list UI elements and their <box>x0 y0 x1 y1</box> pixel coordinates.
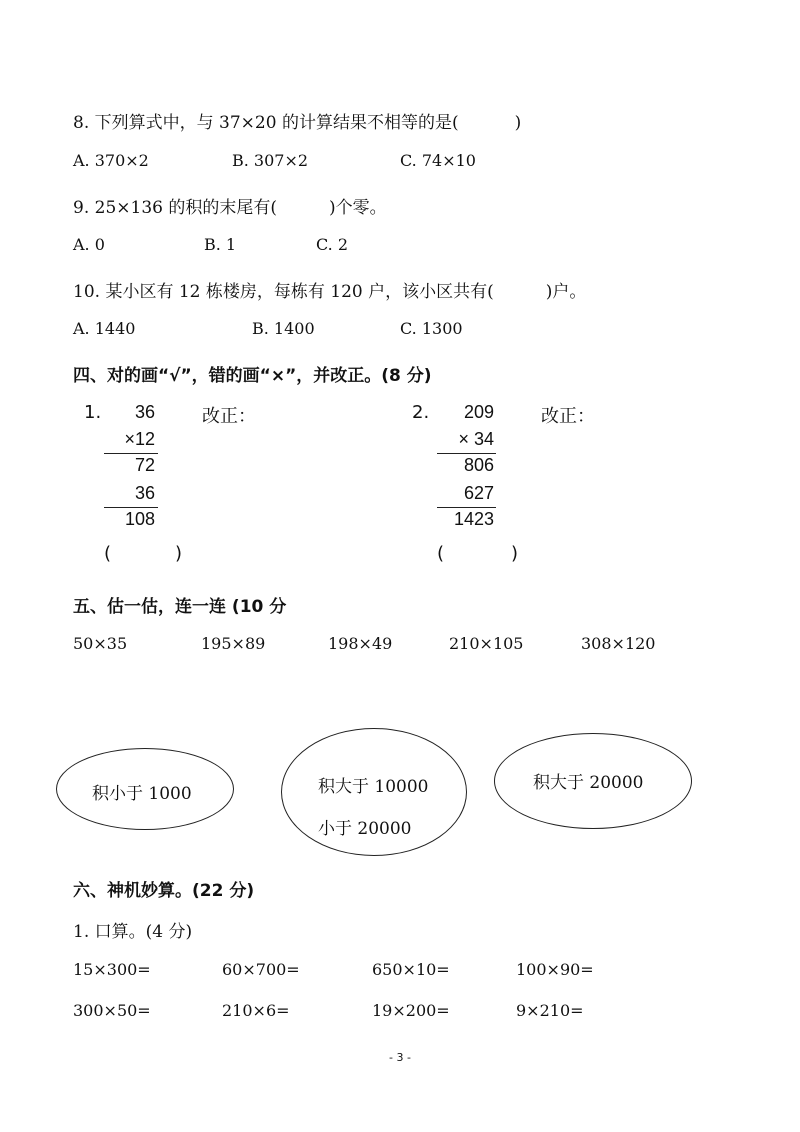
oral-calc-6: 210×6= <box>222 1001 290 1020</box>
problem-1-result: 108 <box>124 509 155 529</box>
problem-2-multiplier: × 34 <box>458 429 494 449</box>
oral-calc-7: 19×200= <box>372 1001 450 1020</box>
problem-2-partial-2: 627 <box>463 483 494 503</box>
oral-calc-5: 300×50= <box>73 1001 151 1020</box>
q9-option-b: B. 1 <box>204 235 237 254</box>
q8-option-c: C. 74×10 <box>400 151 476 170</box>
problem-1-multiplier: ×12 <box>124 429 155 449</box>
range-oval-2-text-line1: 积大于 10000 <box>318 777 429 797</box>
problem-1-partial-2: 36 <box>134 483 155 503</box>
estimate-expression-4[interactable]: 210×105 <box>449 634 524 653</box>
problem-1-answer-blank[interactable] <box>118 543 172 565</box>
problem-1-rule-1 <box>104 453 158 454</box>
question-10: 10. 某小区有 12 栋楼房，每栋有 120 户，该小区共有( )户。 <box>73 282 587 302</box>
q10-option-b: B. 1400 <box>252 319 315 338</box>
oral-calc-8: 9×210= <box>516 1001 584 1020</box>
estimate-expression-1[interactable]: 50×35 <box>73 634 128 653</box>
problem-1-paren-open: ( <box>104 543 112 564</box>
problem-2-paren-open: ( <box>437 543 445 564</box>
problem-2-correction-label: 改正： <box>541 406 595 427</box>
section-6-subtitle-oral: 1. 口算。(4 分) <box>73 922 193 942</box>
section-4-title: 四、对的画“√”，错的画“×”，并改正。(8 分) <box>73 366 432 386</box>
question-10-stem: 10. 某小区有 12 栋楼房，每栋有 120 户，该小区共有( <box>73 282 494 302</box>
problem-2-answer-blank[interactable] <box>451 543 507 565</box>
problem-1-rule-2 <box>104 507 158 508</box>
oral-calc-3: 650×10= <box>372 960 450 979</box>
q8-option-a: A. 370×2 <box>73 151 149 170</box>
range-oval-3-text: 积大于 20000 <box>533 773 644 793</box>
section-5-title: 五、估一估，连一连 (10 分 <box>73 597 287 617</box>
q9-option-a: A. 0 <box>73 235 105 254</box>
question-8-stem: 8. 下列算式中，与 37×20 的计算结果不相等的是( <box>73 113 459 133</box>
problem-1-multiplicand: 36 <box>134 402 155 422</box>
oral-calc-2: 60×700= <box>222 960 300 979</box>
problem-2-multiplicand: 209 <box>463 402 494 422</box>
problem-1-index: 1. <box>84 402 102 423</box>
problem-1-partial-1: 72 <box>134 455 155 475</box>
oral-calc-1: 15×300= <box>73 960 151 979</box>
question-8: 8. 下列算式中，与 37×20 的计算结果不相等的是( ) <box>73 113 522 133</box>
page-number: - 3 - <box>389 1051 411 1064</box>
q8-option-b: B. 307×2 <box>232 151 309 170</box>
q10-option-c: C. 1300 <box>400 319 463 338</box>
problem-2-rule-2 <box>437 507 496 508</box>
problem-2-partial-1: 806 <box>463 455 494 475</box>
question-9: 9. 25×136 的积的末尾有( )个零。 <box>73 198 387 218</box>
estimate-expression-3[interactable]: 198×49 <box>328 634 393 653</box>
q10-option-a: A. 1440 <box>73 319 136 338</box>
range-oval-2-text-line2: 小于 20000 <box>318 819 412 839</box>
estimate-expression-5[interactable]: 308×120 <box>581 634 656 653</box>
oral-calc-4: 100×90= <box>516 960 594 979</box>
q9-option-c: C. 2 <box>316 235 349 254</box>
question-9-stem: 9. 25×136 的积的末尾有( <box>73 198 277 218</box>
problem-1-correction-label: 改正： <box>202 406 256 427</box>
problem-1-paren-close: ) <box>175 543 183 564</box>
problem-2-paren-close: ) <box>511 543 519 564</box>
range-oval-1-text: 积小于 1000 <box>92 784 192 804</box>
problem-2-rule-1 <box>437 453 496 454</box>
estimate-expression-2[interactable]: 195×89 <box>201 634 266 653</box>
problem-2-index: 2. <box>412 402 430 423</box>
section-6-title: 六、神机妙算。(22 分) <box>73 881 255 901</box>
problem-2-result: 1423 <box>453 509 494 529</box>
